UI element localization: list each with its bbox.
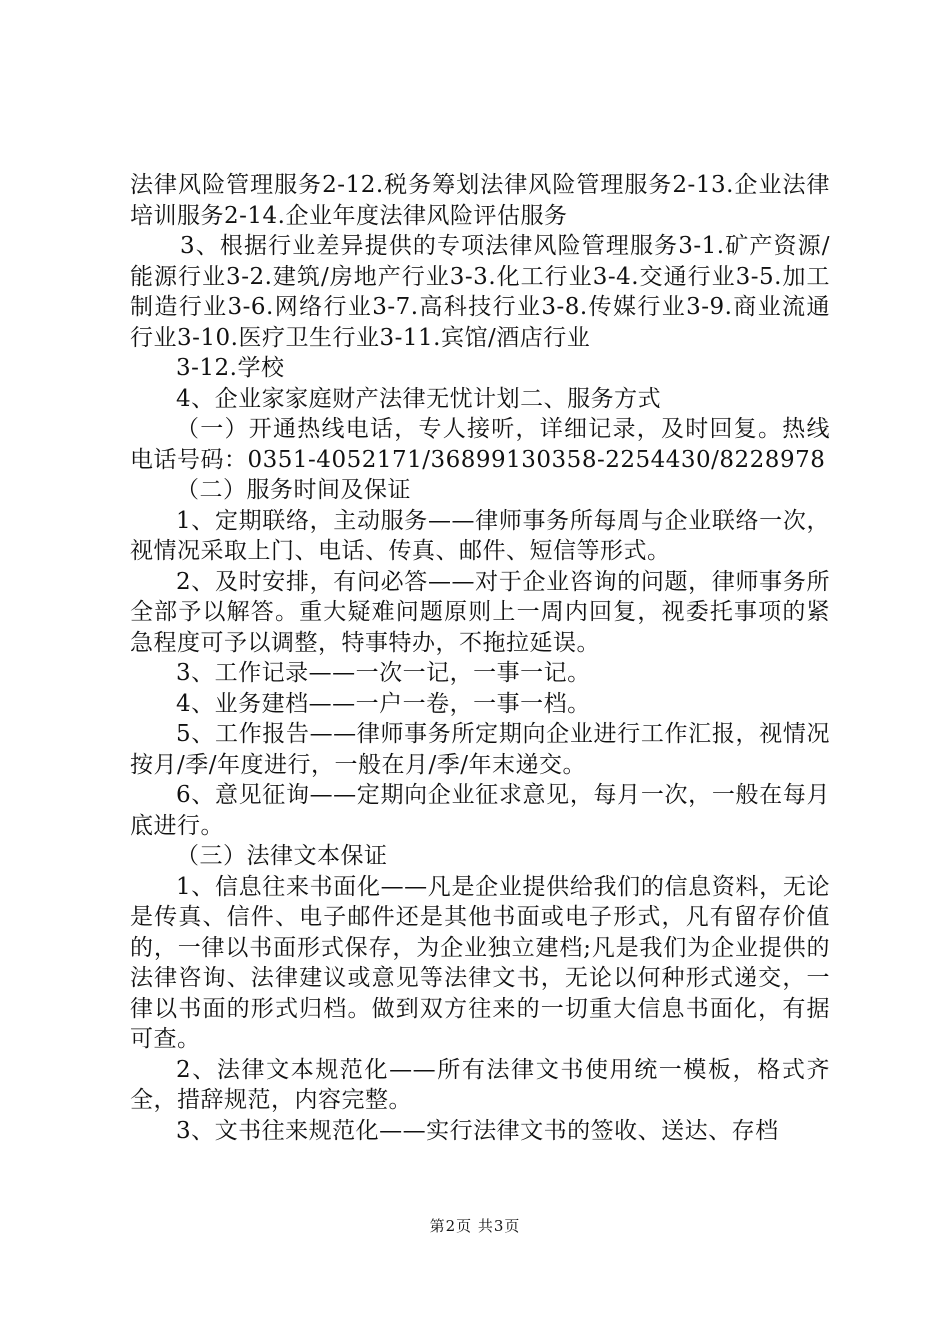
paragraph-14: 1、信息往来书面化——凡是企业提供给我们的信息资料，无论是传真、信件、电子邮件还是其他书面或电子形式，凡有留存价值的，一律以书面形式保存，为企业独立建档;凡是我们为企业提供的法律咨询、法律建议或意见等法律文书，无论以何种形式递交，一律以书面的形式归档。做到双方往来的一切重大信息书面化，有据可查。 bbox=[130, 873, 830, 1052]
paragraph-7: 1、定期联络，主动服务——律师事务所每周与企业联络一次，视情况采取上门、电话、传真、邮件、短信等形式。 bbox=[130, 507, 830, 564]
page-footer: 第2页 共3页 bbox=[429, 1217, 521, 1235]
paragraph-15: 2、法律文本规范化——所有法律文书使用统一模板，格式齐全，措辞规范，内容完整。 bbox=[130, 1056, 830, 1113]
paragraph-10: 4、业务建档——一户一卷，一事一档。 bbox=[176, 690, 591, 717]
paragraph-8: 2、及时安排，有问必答——对于企业咨询的问题，律师事务所全部予以解答。重大疑难问题原则上一周内回复，视委托事项的紧急程度可予以调整，特事特办，不拖拉延误。 bbox=[130, 568, 830, 656]
paragraph-3: 3-12.学校 bbox=[176, 355, 285, 381]
paragraph-9: 3、工作记录——一次一记，一事一记。 bbox=[176, 660, 591, 686]
paragraph-12: 6、意见征询——定期向企业征求意见，每月一次，一般在每月底进行。 bbox=[130, 782, 830, 839]
paragraph-11: 5、工作报告——律师事务所定期向企业进行工作汇报，视情况按月/季/年度进行，一般在月/季/年末递交。 bbox=[130, 721, 830, 778]
paragraph-2: 3、根据行业差异提供的专项法律风险管理服务3-1.矿产资源/能源行业3-2.建筑/房地产行业3-3.化工行业3-4.交通行业3-5.加工制造行业3-6.网络行业3-7.高科技行业3-8.传媒行业3-9.商业流通行业3-10.医疗卫生行业3-11.宾馆/酒店行业 bbox=[130, 233, 830, 351]
paragraph-6: （二）服务时间及保证 bbox=[176, 477, 411, 503]
paragraph-1: 法律风险管理服务2-12.税务筹划法律风险管理服务2-13.企业法律培训服务2-14.企业年度法律风险评估服务 bbox=[130, 172, 830, 229]
paragraph-5: （一）开通热线电话，专人接听，详细记录，及时回复。热线电话号码：0351-4052171/36899130358-2254430/8228978 bbox=[130, 416, 830, 473]
paragraph-4: 4、企业家家庭财产法律无忧计划二、服务方式 bbox=[176, 385, 662, 412]
paragraph-13: （三）法律文本保证 bbox=[176, 843, 388, 869]
document-body bbox=[130, 170, 830, 1146]
paragraph-16: 3、文书往来规范化——实行法律文书的签收、送达、存档 bbox=[176, 1117, 779, 1144]
